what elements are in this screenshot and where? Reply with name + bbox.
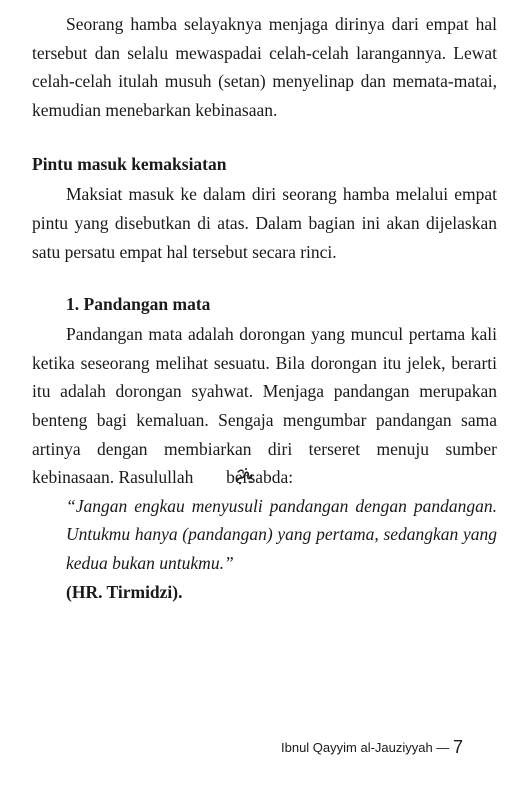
page-footer — [281, 737, 463, 758]
section-paragraph: Maksiat masuk ke dalam diri seorang hamba melalui empat pintu yang disebutkan di atas. Dalam bagian ini akan dijelaskan satu persatu empat hal tersebut secara rinci. — [32, 184, 497, 262]
hadith-quote: “Jangan engkau menyusuli pandangan dengan pandangan. Untukmu hanya (pandangan) yang pertama, sedangkan yang kedua bukan untukmu.” — [66, 495, 497, 573]
footer-separator: — — [436, 740, 450, 755]
hadith-source: (HR. Tirmidzi). — [66, 581, 183, 602]
subsection-text-before: Pandangan mata adalah dorongan yang muncul pertama kali ketika seseorang melihat sesuatu. Bila dorongan itu jelek, berarti itu adalah dorongan syahwat. Menjaga pandangan merupakan benteng bagi kemaluan. Sengaja mengumbar pandangan sama artinya dengan membiarkan diri terseret menuju sumber kebinasaan. Rasulullah — [32, 324, 497, 488]
salawat-calligraphy-icon — [200, 466, 220, 486]
subsection-paragraph — [32, 320, 497, 492]
section-heading: Pintu masuk kemaksiatan — [32, 154, 227, 175]
footer-author: Ibnul Qayyim al-Jauziyyah — [281, 740, 433, 755]
subsection-text-after: bersabda: — [226, 467, 294, 488]
page-number: 7 — [452, 737, 463, 757]
intro-paragraph: Seorang hamba selayaknya menjaga dirinya dari empat hal tersebut dan selalu mewaspadai celah-celah larangannya. Lewat celah-celah itulah musuh (setan) menyelinap dan memata-matai, kemudian menebarkan kebinasaan. — [32, 14, 497, 120]
subsection-heading: 1. Pandangan mata — [66, 294, 211, 315]
book-page — [32, 10, 497, 606]
